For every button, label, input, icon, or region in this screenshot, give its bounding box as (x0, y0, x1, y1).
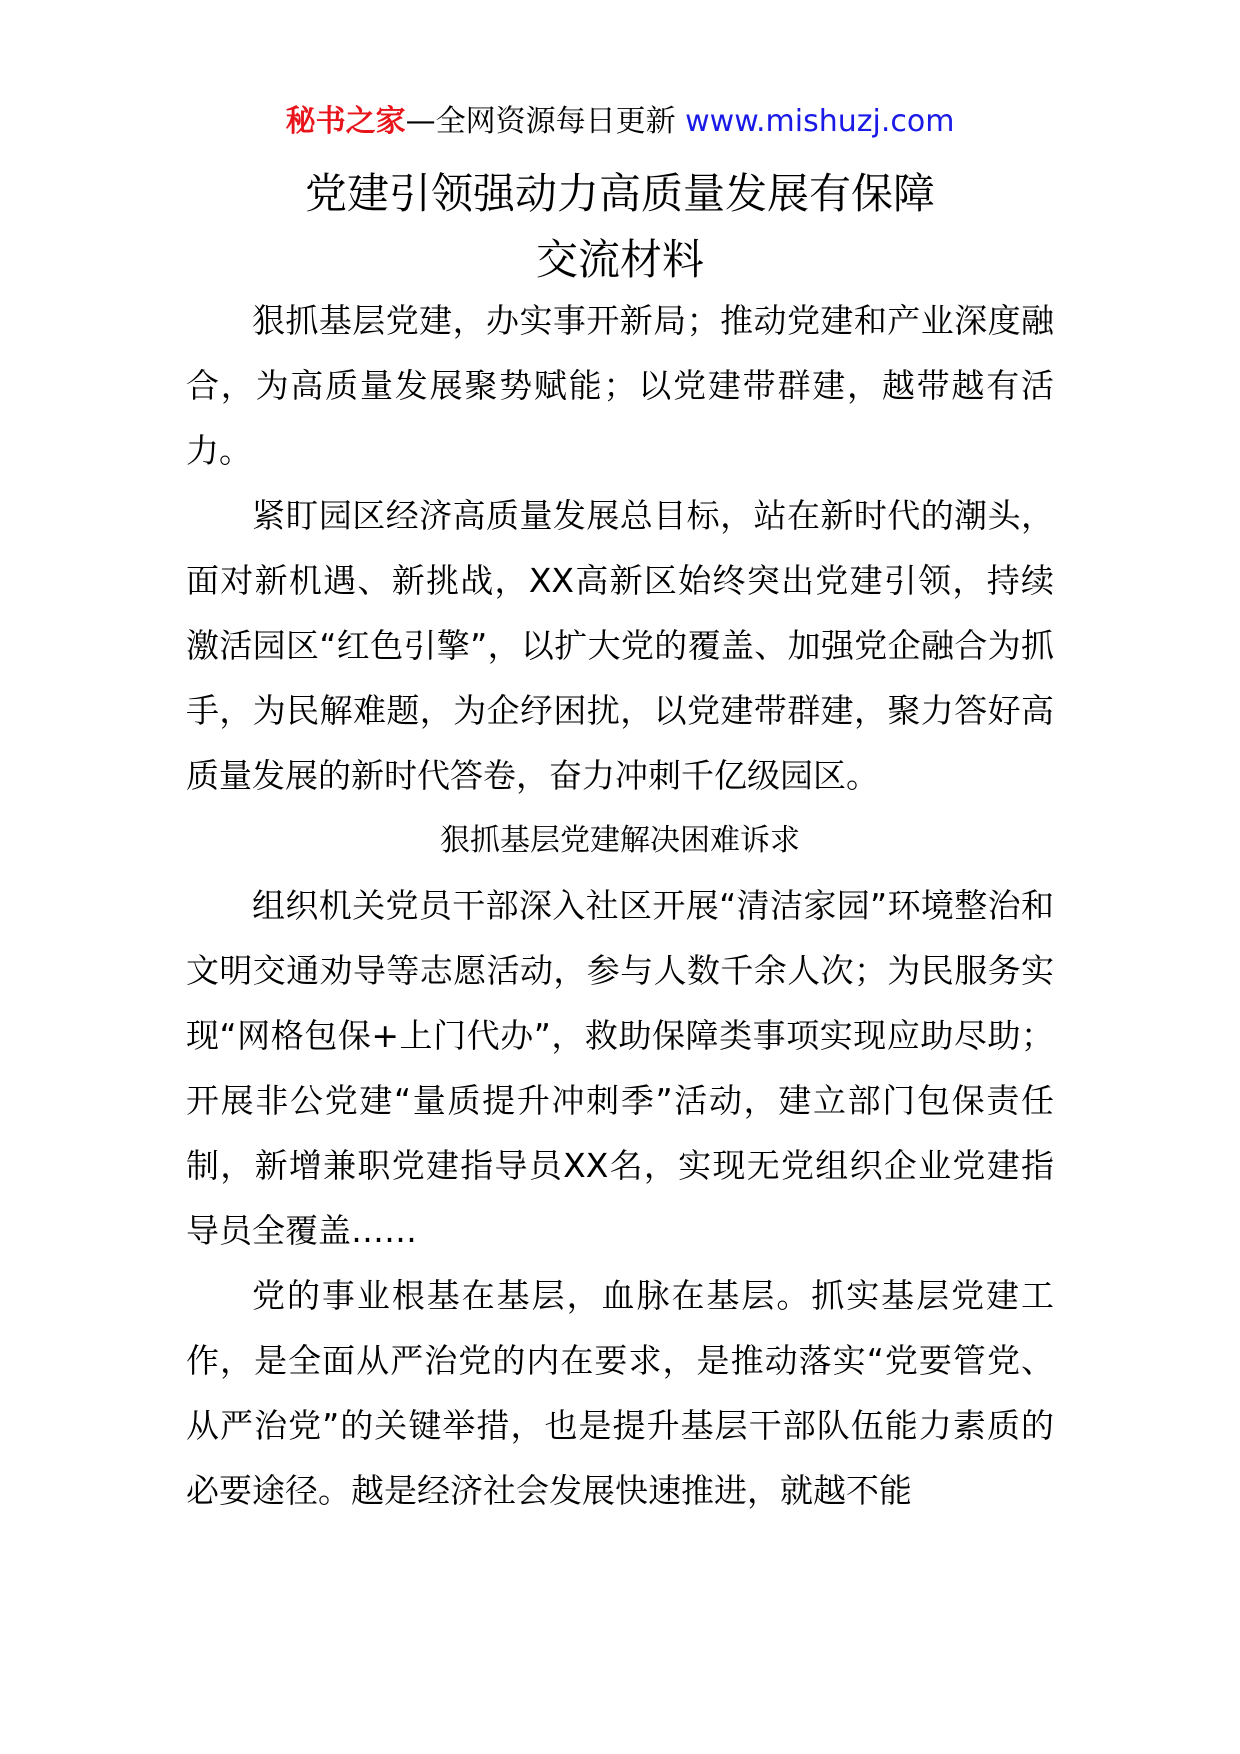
document-body (186, 288, 1054, 1523)
header-tagline: —全网资源每日更新 (405, 104, 686, 139)
brand-name: 秘书之家 (285, 104, 406, 139)
paragraph-1: 狠抓基层党建，办实事开新局；推动党建和产业深度融合，为高质量发展聚势赋能；以党建带群建，越带越有活力。 (186, 301, 1054, 470)
paragraph-4: 党的事业根基在基层，血脉在基层。抓实基层党建工作，是全面从严治党的内在要求，是推动落实“党要管党、从严治党”的关键举措，也是提升基层干部队伍能力素质的必要途径。越是经济社会发展快速推进，就越不能 (186, 1276, 1054, 1510)
site-url-link[interactable]: www.mishuzj.com (685, 104, 955, 139)
document-title: 党建引领强动力高质量发展有保障 (304, 169, 935, 218)
paragraph-2: 紧盯园区经济高质量发展总目标，站在新时代的潮头，面对新机遇、新挑战，XX高新区始终突出党建引领，持续激活园区“红色引擎”，以扩大党的覆盖、加强党企融合为抓手，为民解难题，为企纾困扰，以党建带群建，聚力答好高质量发展的新时代答卷，奋力冲刺千亿级园区。 (186, 496, 1054, 795)
document-subtitle: 交流材料 (535, 235, 704, 284)
paragraph-3: 组织机关党员干部深入社区开展“清洁家园”环境整治和文明交通劝导等志愿活动，参与人数千余人次；为民服务实现“网格包保+上门代办”，救助保障类事项实现应助尽助；开展非公党建“量质提升冲刺季”活动，建立部门包保责任制，新增兼职党建指导员XX名，实现无党组织企业党建指导员全覆盖…… (186, 886, 1054, 1250)
section-heading: 狠抓基层党建解决困难诉求 (440, 823, 800, 858)
site-header (0, 100, 1240, 144)
